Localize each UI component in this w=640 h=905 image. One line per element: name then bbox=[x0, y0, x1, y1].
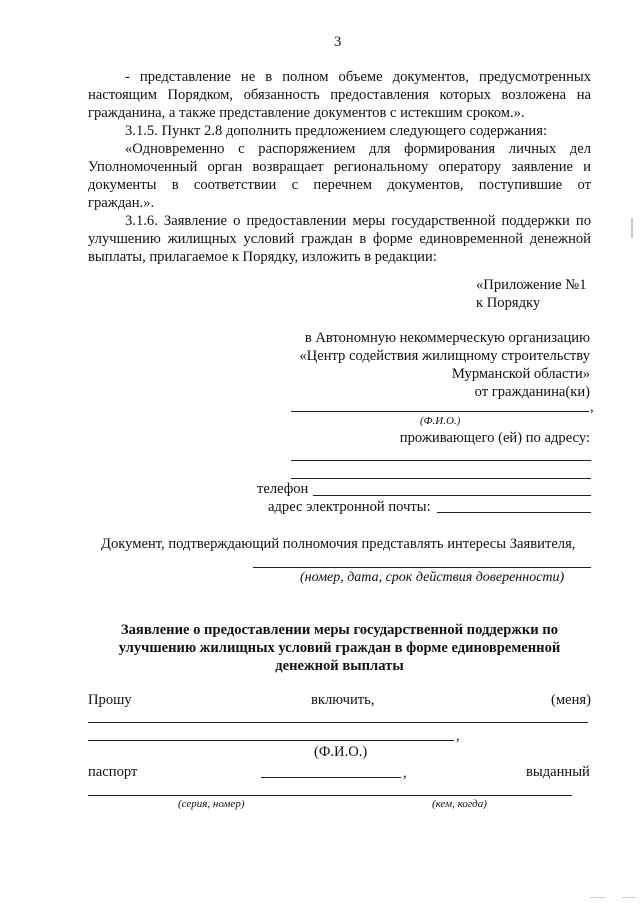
body-line-1: - представление не в полном объеме документов, предусмотренных bbox=[125, 69, 591, 85]
request-word-2: включить, bbox=[311, 692, 375, 708]
body-line-9: 3.1.6. Заявление о предоставлении меры государственной поддержки по bbox=[125, 213, 591, 229]
addressee-line-1: в Автономную некоммерческую организацию bbox=[304, 330, 590, 346]
fio-caption: (Ф.И.О.) bbox=[420, 415, 461, 427]
passport-comma: , bbox=[403, 765, 407, 781]
addressee-line-4: от гражданина(ки) bbox=[474, 384, 590, 400]
body-line-7: документы в соответствии с перечнем документов, поступившие от bbox=[88, 177, 591, 193]
phone-label: телефон bbox=[257, 481, 309, 497]
applicant-name-comma: , bbox=[456, 728, 460, 744]
body-line-5: «Одновременно с распоряжением для формирования личных дел bbox=[125, 141, 591, 157]
appendix-line-1: «Приложение №1 bbox=[476, 277, 587, 293]
representative-field-line[interactable] bbox=[253, 567, 591, 568]
series-number-caption: (серия, номер) bbox=[178, 798, 245, 810]
applicant-name-line-1[interactable] bbox=[88, 722, 588, 723]
body-line-11: выплаты, прилагаемое к Порядку, изложить в редакции: bbox=[88, 249, 437, 265]
representative-text: Документ, подтверждающий полномочия представлять интересы Заявителя, bbox=[101, 536, 576, 552]
body-line-4: 3.1.5. Пункт 2.8 дополнить предложением следующего содержания: bbox=[125, 123, 547, 139]
passport-series-line[interactable] bbox=[261, 777, 401, 778]
body-line-2: настоящим Порядком, обязанность предоставления которых возложена на bbox=[88, 87, 591, 103]
issued-label: выданный bbox=[526, 764, 590, 780]
form-title-line-1: Заявление о предоставлении меры государственной поддержки по bbox=[120, 622, 559, 638]
body-line-10: улучшению жилищных условий граждан в форме единовременной денежной bbox=[88, 231, 591, 247]
addressee-line-2: «Центр содействия жилищному строительству bbox=[299, 348, 590, 364]
email-label: адрес электронной почты: bbox=[268, 499, 431, 515]
representative-caption: (номер, дата, срок действия доверенности) bbox=[300, 570, 565, 585]
by-whom-caption: (кем, когда) bbox=[432, 798, 487, 810]
fio-field-line[interactable] bbox=[291, 411, 589, 412]
body-line-3: гражданина, а также представление документов с истекшим сроком.». bbox=[88, 105, 525, 121]
addressee-line-3: Мурманской области» bbox=[451, 366, 590, 382]
form-title-line-2: улучшению жилищных условий граждан в форме единовременной bbox=[118, 640, 561, 656]
phone-field-line[interactable] bbox=[313, 495, 591, 496]
passport-details-line[interactable] bbox=[88, 795, 572, 796]
scan-mark-bottom bbox=[590, 897, 606, 898]
applicant-fio-caption: (Ф.И.О.) bbox=[314, 744, 368, 760]
address-field-line-1[interactable] bbox=[291, 460, 591, 461]
email-field-line[interactable] bbox=[437, 512, 591, 513]
body-line-6: Уполномоченный орган возвращает региональному оператору заявление и bbox=[88, 159, 591, 175]
applicant-name-line-2[interactable] bbox=[88, 740, 454, 741]
body-line-8: граждан.». bbox=[88, 195, 155, 211]
request-word-3: (меня) bbox=[551, 692, 591, 708]
address-label: проживающего (ей) по адресу: bbox=[399, 430, 590, 446]
passport-label: паспорт bbox=[88, 764, 138, 780]
form-title-line-3: денежной выплаты bbox=[275, 658, 404, 674]
scan-mark-bottom-2 bbox=[622, 897, 636, 898]
fio-field-comma: , bbox=[590, 399, 594, 415]
request-word-1: Прошу bbox=[88, 692, 132, 708]
scan-mark bbox=[631, 218, 633, 238]
address-field-line-2[interactable] bbox=[291, 478, 591, 479]
appendix-line-2: к Порядку bbox=[476, 295, 541, 311]
page-number: 3 bbox=[334, 34, 342, 50]
